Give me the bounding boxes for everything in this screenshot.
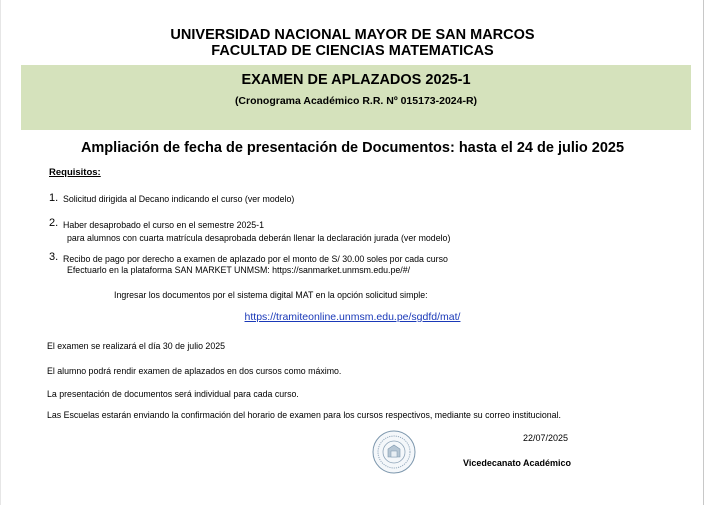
individual-submission-note: La presentación de documentos será individual para cada curso. bbox=[47, 389, 299, 399]
schedule-reference: (Cronograma Académico R.R. Nº 015173-2024-R) bbox=[234, 95, 478, 107]
deadline-notice: Ampliación de fecha de presentación de Documentos: hasta el 24 de julio 2025 bbox=[80, 140, 625, 156]
requirement-number-1: 1. bbox=[49, 192, 59, 204]
exam-date-note: El examen se realizará el día 30 de julio 2025 bbox=[47, 341, 226, 351]
requirements-title: Requisitos: bbox=[49, 167, 101, 178]
page-right-edge bbox=[703, 0, 704, 505]
title-band bbox=[21, 65, 691, 130]
confirmation-note: Las Escuelas estarán enviando la confirmación del horario de examen para los cursos respectivos, mediante su correo institucional. bbox=[47, 410, 561, 420]
signature-office: Vicedecanato Académico bbox=[463, 458, 572, 468]
exam-title: EXAMEN DE APLAZADOS 2025-1 bbox=[241, 72, 471, 88]
requirement-1-line-1: Solicitud dirigida al Decano indicando el curso (ver modelo) bbox=[63, 194, 295, 204]
document-date: 22/07/2025 bbox=[523, 433, 569, 443]
university-seal-icon bbox=[372, 430, 416, 474]
requirement-2-line-2: para alumnos con cuarta matrícula desaprobada deberán llenar la declaración jurada (ver modelo) bbox=[67, 233, 451, 243]
tramite-online-link[interactable]: https://tramiteonline.unmsm.edu.pe/sgdfd/mat/ bbox=[244, 311, 461, 323]
requirement-3-line-1: Recibo de pago por derecho a examen de aplazado por el monto de S/ 30.00 soles por cada curso bbox=[63, 254, 448, 264]
max-courses-note: El alumno podrá rendir examen de aplazados en dos cursos como máximo. bbox=[47, 366, 342, 376]
submit-instruction: Ingresar los documentos por el sistema digital MAT en la opción solicitud simple: bbox=[114, 290, 428, 300]
faculty-name: FACULTAD DE CIENCIAS MATEMATICAS bbox=[211, 43, 494, 59]
requirement-2-line-1: Haber desaprobado el curso en el semestre 2025-1 bbox=[63, 220, 264, 230]
requirement-3-line-2: Efectuarlo en la plataforma SAN MARKET UNMSM: https://sanmarket.unmsm.edu.pe/#/ bbox=[67, 265, 411, 275]
university-name: UNIVERSIDAD NACIONAL MAYOR DE SAN MARCOS bbox=[170, 27, 535, 43]
page-left-edge bbox=[0, 0, 1, 505]
requirement-number-2: 2. bbox=[49, 217, 59, 229]
requirement-number-3: 3. bbox=[49, 251, 59, 263]
